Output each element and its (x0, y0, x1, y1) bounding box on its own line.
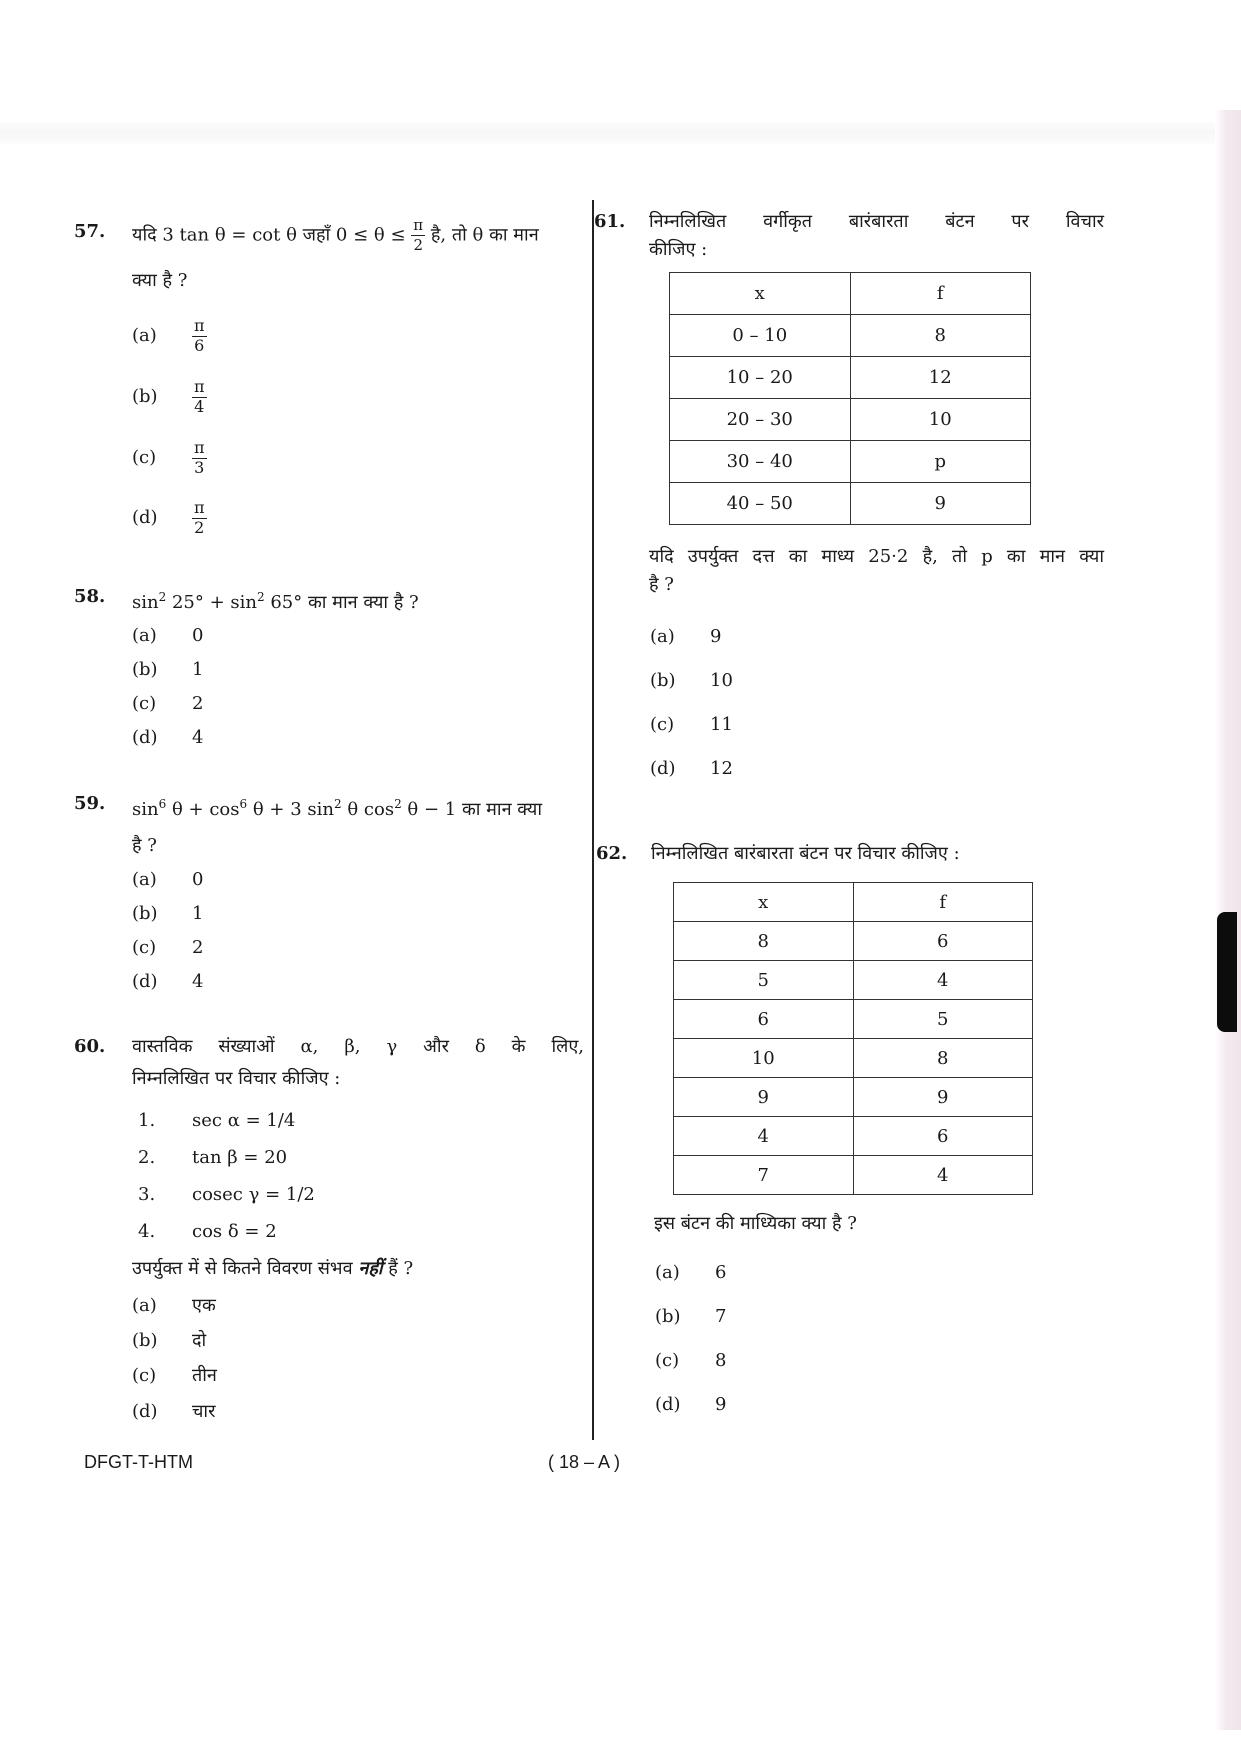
question-61: 61. निम्नलिखित वर्गीकृत बारंबारता बंटन पर विचार कीजिए : (594, 211, 1104, 260)
option-57b[interactable]: (b) $\frac{\pi}{4}$ (132, 377, 205, 416)
option-59d[interactable]: (d) 4 (132, 971, 204, 992)
statement-2: 2. tan β = 20 (138, 1147, 288, 1168)
question-57: 57. यदि 3 tan θ = cot θ जहाँ 0 ≤ θ ≤ $\frac{\pi}{2}$ है, तो θ का मान क्या है ? (74, 218, 584, 295)
frequency-table-61: x f 0 – 10 8 10 – 20 12 20 – 30 10 30 – 40 p 40 – 50 9 (669, 272, 1031, 525)
statement-3: 3. cosec γ = 1/2 (138, 1184, 315, 1205)
frequency-table-62: x f 8 6 5 4 6 5 10 8 9 9 4 6 7 4 (673, 882, 1033, 1195)
option-59c[interactable]: (c) 2 (132, 937, 204, 958)
question-60: 60. वास्तविक संख्याओं α, β, γ और δ के लिए, निम्नलिखित पर विचार कीजिए : (74, 1036, 584, 1089)
option-57d[interactable]: (d) $\frac{\pi}{2}$ (132, 498, 205, 537)
question-62: 62. निम्नलिखित बारंबारता बंटन पर विचार कीजिए : (596, 843, 960, 864)
fraction: $\frac{\pi}{2}$ (413, 216, 424, 254)
question-61-prompt: यदि उपर्युक्त दत्त का माध्य 25·2 है, तो p का मान क्या है ? (649, 546, 1104, 595)
question-number: 57. (74, 221, 106, 242)
question-60-prompt: उपर्युक्त में से कितने विवरण संभव नहीं हैं ? (132, 1258, 414, 1279)
option-61c[interactable]: (c) 11 (650, 714, 733, 735)
question-59: 59. $\sin^6 \theta + \cos^6 \theta + 3$ $\sin^2 \theta$ $\cos^2 \theta - 1$ का मान क्या है ? (74, 793, 543, 856)
option-61b[interactable]: (b) 10 (650, 670, 733, 691)
option-60a[interactable]: (a) एक (132, 1295, 216, 1316)
option-57a[interactable]: (a) $\frac{\pi}{6}$ (132, 316, 205, 355)
scan-bleed-through (0, 122, 1215, 144)
statement-1: 1. sec α = 1/4 (138, 1110, 296, 1131)
page-number: ( 18 – A ) (548, 1452, 621, 1472)
option-59a[interactable]: (a) 0 (132, 869, 204, 890)
option-60d[interactable]: (d) चार (132, 1401, 216, 1422)
option-62c[interactable]: (c) 8 (655, 1350, 727, 1371)
question-62-prompt: इस बंटन की माध्यिका क्या है ? (654, 1213, 857, 1234)
option-58b[interactable]: (b) 1 (132, 659, 204, 680)
option-58c[interactable]: (c) 2 (132, 693, 204, 714)
question-text: यदि 3 tan θ = cot θ जहाँ 0 ≤ θ ≤ $\frac{\pi}{2}$ है, तो θ का मान (132, 216, 539, 254)
column-divider (592, 200, 594, 1440)
option-58a[interactable]: (a) 0 (132, 625, 204, 646)
statement-4: 4. cos δ = 2 (138, 1221, 277, 1242)
option-59b[interactable]: (b) 1 (132, 903, 204, 924)
option-60b[interactable]: (b) दो (132, 1330, 207, 1351)
binder-tab (1217, 912, 1237, 1032)
option-61d[interactable]: (d) 12 (650, 758, 733, 779)
option-62a[interactable]: (a) 6 (655, 1262, 727, 1283)
option-57c[interactable]: (c) $\frac{\pi}{3}$ (132, 438, 205, 477)
option-61a[interactable]: (a) 9 (650, 626, 722, 647)
option-60c[interactable]: (c) तीन (132, 1365, 217, 1386)
scan-page-edge (1215, 110, 1241, 1730)
option-62d[interactable]: (d) 9 (655, 1394, 727, 1415)
question-58: 58. $\sin^2 25^\circ + \sin^2 65^\circ$ का मान क्या है ? (74, 586, 419, 613)
option-58d[interactable]: (d) 4 (132, 727, 204, 748)
paper-code: DFGT-T-HTM (84, 1452, 193, 1472)
option-62b[interactable]: (b) 7 (655, 1306, 727, 1327)
